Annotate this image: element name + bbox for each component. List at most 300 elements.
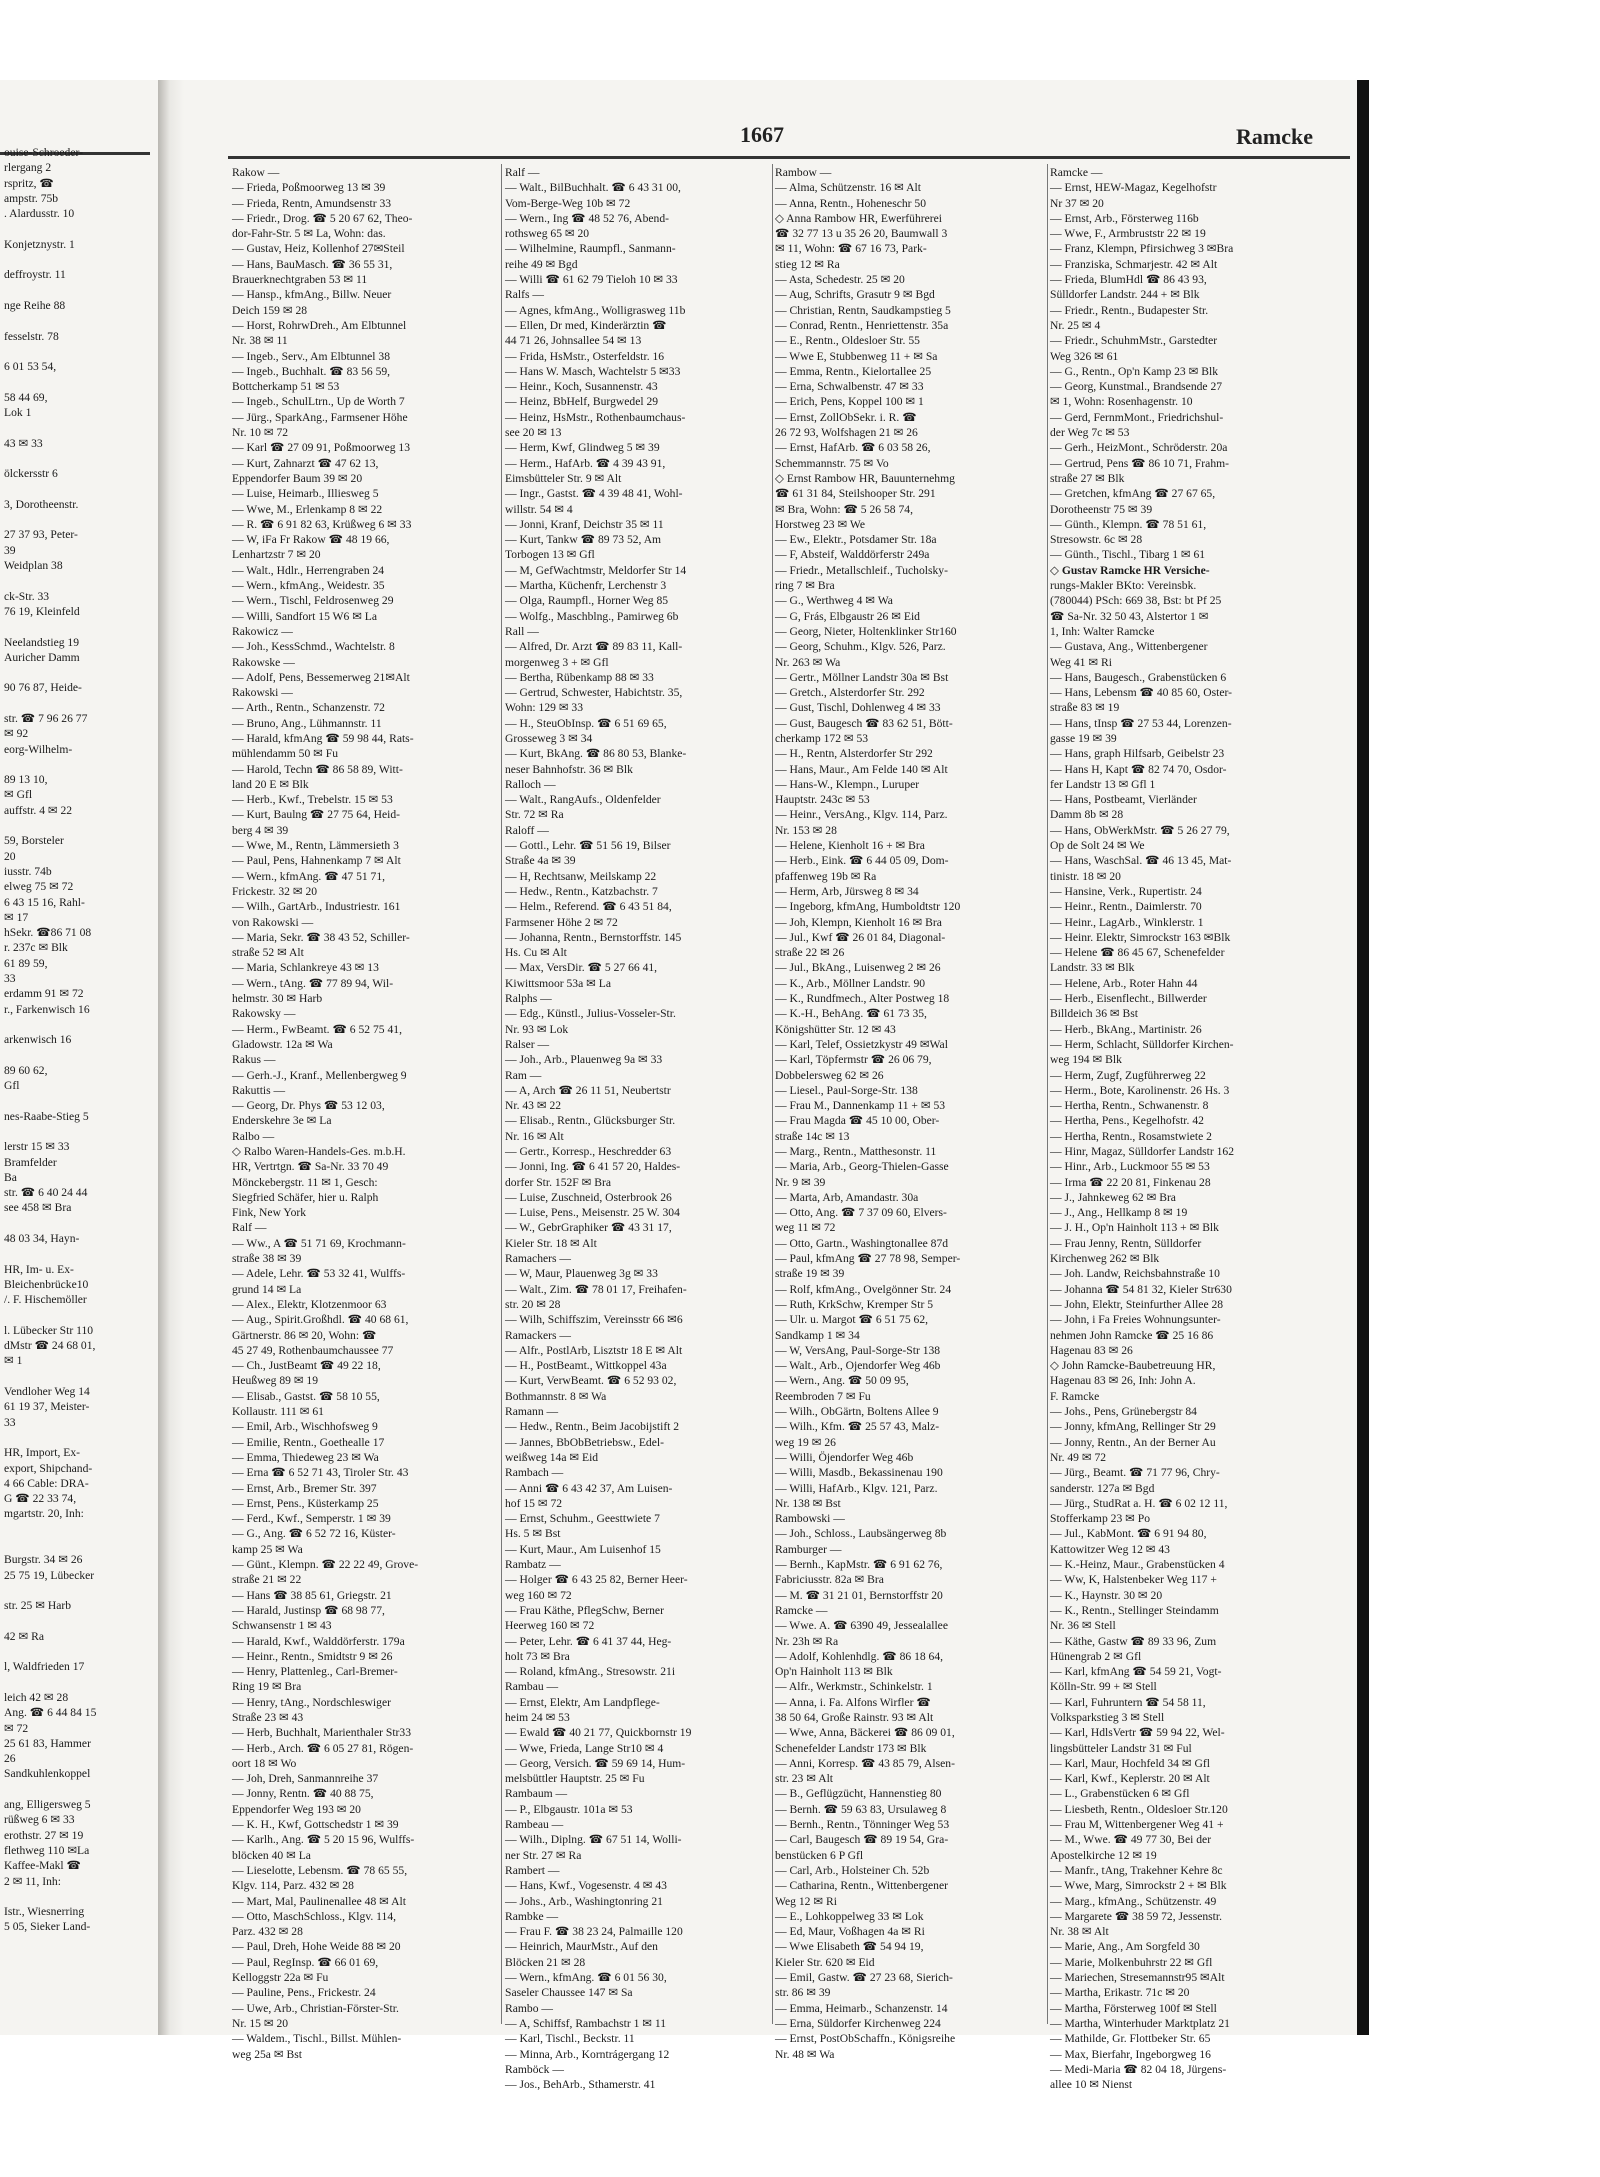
- directory-entry: — Wilhelmine, Raumpfl., Sanmann-: [505, 242, 676, 256]
- directory-entry: Kieler Str. 18 ✉ Alt: [505, 1236, 597, 1250]
- directory-entry: — Ellen, Dr med, Kinderärztin ☎: [505, 318, 667, 332]
- directory-entry: straße 19 ✉ 39: [775, 1267, 845, 1281]
- directory-entry: — Walt., Zim. ☎ 78 01 17, Freihafen-: [505, 1282, 687, 1296]
- directory-entry: Straße 4a ✉ 39: [505, 854, 576, 868]
- directory-entry: — Willi, Masdb., Bekassinenau 190: [775, 1466, 943, 1480]
- directory-entry: Vom-Berge-Weg 10b ✉ 72: [505, 196, 631, 210]
- left-page-line: Ba: [4, 1170, 17, 1184]
- directory-entry: — Bernh. ☎ 59 63 83, Ursulaweg 8: [775, 1802, 947, 1816]
- directory-entry: — Marg., Rentn., Matthesonstr. 11: [775, 1145, 937, 1158]
- directory-entry: — Joh, Dreh, Sanmannreihe 37: [232, 1772, 379, 1786]
- directory-entry: — Ingr., Gastst. ☎ 4 39 48 41, Wohl-: [505, 487, 683, 501]
- left-page-line: 59, Borsteler: [4, 834, 64, 848]
- directory-entry: — Ernst, HEW-Magaz, Kegelhofstr: [1050, 181, 1217, 195]
- directory-entry: — Helm., Referend. ☎ 6 43 51 84,: [505, 900, 672, 914]
- directory-entry: — Helene ☎ 86 45 67, Schenefelder: [1050, 946, 1225, 960]
- directory-entry: Weg 12 ✉ Ri: [775, 1894, 837, 1908]
- directory-entry: — Walt., Hdlr., Herrengraben 24: [232, 563, 385, 577]
- directory-entry: — Martha, Erikastr. 71c ✉ 20: [1050, 1986, 1190, 2000]
- directory-entry: — Hedw., Rentn., Katzbachstr. 7: [505, 884, 658, 898]
- directory-entry: — Carl, Baugesch ☎ 89 19 54, Gra-: [775, 1833, 949, 1847]
- left-page-line: [0, 665, 150, 680]
- directory-entry: — Maria, Sekr. ☎ 38 43 52, Schiller-: [232, 930, 410, 944]
- directory-entry: — Hinr., Arb., Luckmoor 55 ✉ 53: [1050, 1160, 1210, 1174]
- directory-entry: — H., SteuObInsp. ☎ 6 51 69 65,: [505, 716, 667, 730]
- directory-entry: — Hertha, Rentn., Schwanenstr. 8: [1050, 1099, 1209, 1113]
- directory-entry: — Elisab., Gastst. ☎ 58 10 55,: [232, 1389, 380, 1403]
- directory-entry: — Luise, Heimarb., Illiesweg 5: [232, 487, 379, 501]
- directory-entry: Rambowski —: [775, 1512, 845, 1526]
- left-page-line: arkenwisch 16: [4, 1033, 72, 1047]
- directory-entry: — Roland, kfmAng., Stresowstr. 21i: [505, 1665, 676, 1679]
- directory-entry: Nr. 36 ✉ Stell: [1050, 1619, 1116, 1633]
- directory-entry: — Erich, Pens, Koppel 100 ✉ 1: [775, 395, 924, 409]
- directory-entry: weg 19 ✉ 26: [775, 1435, 836, 1449]
- directory-entry: — Ernst, Pens., Küsterkamp 25: [232, 1496, 379, 1510]
- directory-entry: — Joh., Schloss., Laubsängerweg 8b: [775, 1527, 947, 1541]
- directory-entry: — Martha, Försterweg 100f ✉ Stell: [1050, 2001, 1217, 2015]
- directory-entry: — Jonni, Ing. ☎ 6 41 57 20, Haldes-: [505, 1160, 681, 1174]
- directory-entry: Ralfs —: [505, 288, 544, 302]
- directory-entry: weg 194 ✉ Blk: [1050, 1053, 1122, 1067]
- directory-entry: Ramböck —: [505, 2062, 564, 2076]
- directory-entry: — G, Frás, Elbgaustr 26 ✉ Eid: [775, 609, 920, 623]
- directory-entry: — M. ☎ 31 21 01, Bernstorffstr 20: [775, 1588, 943, 1602]
- directory-entry: — Henry, tAng., Nordschleswiger: [232, 1695, 391, 1709]
- directory-entry: — Gust, Baugesch ☎ 83 62 51, Bött-: [775, 716, 953, 730]
- directory-entry: — Günt., Klempn. ☎ 22 22 49, Grove-: [232, 1558, 419, 1572]
- directory-entry: ☎ 32 77 13 u 35 26 20, Baumwall 3: [775, 227, 948, 241]
- directory-entry: Heerweg 160 ✉ 72: [505, 1619, 595, 1633]
- left-page-line: Gfl: [4, 1079, 20, 1093]
- directory-entry: str. 20 ✉ 28: [505, 1297, 561, 1311]
- directory-entry: — Max, VersDir. ☎ 5 27 66 41,: [505, 961, 658, 975]
- directory-entry: — Holger ☎ 6 43 25 82, Berner Heer-: [505, 1573, 688, 1587]
- directory-entry: Ramcke —: [775, 1603, 828, 1617]
- directory-entry: — Pauline, Pens., Frickestr. 24: [232, 1986, 376, 2000]
- directory-entry: — Harald, Justinsp ☎ 68 98 77,: [232, 1603, 385, 1617]
- left-page-line: Ang. ☎ 6 44 84 15: [4, 1706, 97, 1720]
- directory-entry: — Gust, Tischl, Dohlenweg 4 ✉ 33: [775, 701, 941, 715]
- directory-entry: — Agnes, kfmAng., Wolligrasweg 11b: [505, 303, 686, 317]
- directory-entry: Rambke —: [505, 1909, 559, 1923]
- directory-entry: — John, i Fa Freies Wohnungsunter-: [1050, 1313, 1221, 1327]
- directory-entry: — Mathilde, Gr. Flottbeker Str. 65: [1050, 2032, 1211, 2046]
- directory-entry: — Maria, Schlankreye 43 ✉ 13: [232, 961, 379, 975]
- directory-entry: — Conrad, Rentn., Henriettenstr. 35a: [775, 318, 949, 332]
- directory-entry: — Emma, Heimarb., Schanzenstr. 14: [775, 2001, 948, 2015]
- directory-entry: — Hans, Postbeamt, Vierländer: [1050, 793, 1197, 807]
- directory-column-2: [505, 165, 770, 2092]
- directory-entry: Ralf —: [232, 1221, 267, 1235]
- left-page-line: G ☎ 22 33 74,: [4, 1492, 77, 1506]
- left-page-line: 90 76 87, Heide-: [4, 681, 82, 695]
- directory-entry: — Henry, Plattenleg., Carl-Bremer-: [232, 1665, 398, 1679]
- directory-entry: — Adolf, Pens, Bessemerweg 21✉Alt: [232, 670, 410, 684]
- directory-entry: — Max, Bierfahr, Ingeborgweg 16: [1050, 2047, 1211, 2061]
- directory-entry: — Georg, Versich. ☎ 59 69 14, Hum-: [505, 1756, 686, 1770]
- directory-entry: — Hans, Lebensm ☎ 40 85 60, Oster-: [1050, 686, 1232, 700]
- left-page-line: [0, 818, 150, 833]
- directory-entry: Kiwittsmoor 53a ✉ La: [505, 976, 611, 990]
- directory-entry: — Heinz, BbHelf, Burgwedel 29: [505, 395, 659, 409]
- directory-entry: — Jonny, Rentn. ☎ 40 88 75,: [232, 1787, 374, 1801]
- directory-entry: ☎ 61 31 84, Steilshooper Str. 291: [775, 487, 936, 501]
- directory-entry: — Karl, Telef, Ossietzkystr 49 ✉Wal: [775, 1037, 948, 1051]
- directory-entry: — Hans, BauMasch. ☎ 36 55 31,: [232, 257, 393, 271]
- directory-entry: — Käthe, Gastw ☎ 89 33 96, Zum: [1050, 1634, 1217, 1648]
- left-page-line: [0, 1782, 150, 1797]
- directory-entry: Rambatz —: [505, 1558, 561, 1572]
- left-page-line: [0, 757, 150, 772]
- directory-entry: — Erna ☎ 6 52 71 43, Tiroler Str. 43: [232, 1466, 409, 1480]
- left-page-line: Neelandstieg 19: [4, 635, 80, 649]
- directory-entry: — H., PostBeamt., Wittkoppel 43a: [505, 1359, 667, 1373]
- directory-entry: — Herb., Eink. ☎ 6 44 05 09, Dom-: [775, 854, 949, 868]
- left-page-line: [0, 1017, 150, 1032]
- directory-entry: — Harald, Kwf., Walddörferstr. 179a: [232, 1634, 405, 1648]
- column-divider: [501, 164, 502, 2024]
- directory-entry: — Alfred, Dr. Arzt ☎ 89 83 11, Kall-: [505, 640, 683, 654]
- directory-entry: Siegfried Schäfer, hier u. Ralph: [232, 1190, 379, 1204]
- left-page-line: Auricher Damm: [4, 650, 80, 664]
- directory-entry: Hünengrab 2 ✉ Gfl: [1050, 1649, 1142, 1663]
- directory-entry: — Asta, Schedestr. 25 ✉ 20: [775, 273, 905, 287]
- directory-entry: land 20 E ✉ Blk: [232, 777, 309, 791]
- directory-entry: — G., Rentn., Op'n Kamp 23 ✉ Blk: [1050, 364, 1218, 378]
- directory-entry: — Emma, Rentn., Kielortallee 25: [775, 364, 932, 378]
- directory-page: [0, 80, 1357, 2092]
- directory-entry: — Frieda, BlumHdl ☎ 86 43 93,: [1050, 273, 1207, 287]
- directory-entry: — Ingeb., Serv., Am Elbtunnel 38: [232, 349, 390, 363]
- directory-entry: — Wern., kfmAng., Weidestr. 35: [232, 579, 385, 593]
- directory-entry: — Franziska, Schmarjestr. 42 ✉ Alt: [1050, 257, 1218, 271]
- left-page-line: [0, 1583, 150, 1598]
- directory-entry: Rambert —: [505, 1863, 560, 1877]
- left-page-line: [0, 1614, 150, 1629]
- directory-entry: str. 86 ✉ 39: [775, 1986, 831, 2000]
- directory-entry: — Erna, Schwalbenstr. 47 ✉ 33: [775, 380, 924, 394]
- directory-entry: — Hertha, Rentn., Rosamstwiete 2: [1050, 1129, 1212, 1143]
- directory-entry: 45 27 49, Rothenbaumchaussee 77: [232, 1343, 394, 1357]
- directory-entry: rungs-Makler BKto: Vereinsbk.: [1050, 579, 1197, 593]
- directory-entry: Nr. 23h ✉ Ra: [775, 1634, 839, 1648]
- directory-entry: Billdeich 36 ✉ Bst: [1050, 1007, 1138, 1021]
- directory-entry: — W, iFa Fr Rakow ☎ 48 19 66,: [232, 533, 390, 547]
- directory-entry: — Kurt, Maur., Am Luisenhof 15: [505, 1542, 661, 1556]
- left-page-line: see 458 ✉ Bra: [4, 1201, 72, 1215]
- directory-entry: — Marie, Ang., Am Sorgfeld 30: [1050, 1940, 1200, 1954]
- directory-entry: — Karl, Tischl., Beckstr. 11: [505, 2032, 635, 2046]
- directory-entry: Ramachers —: [505, 1252, 571, 1266]
- directory-entry: — Ww, K, Halstenbeker Weg 117 +: [1050, 1573, 1217, 1587]
- left-page-line: 33: [4, 972, 16, 986]
- left-page-line: 5 05, Sieker Land-: [4, 1920, 91, 1934]
- directory-entry: pfaffenweg 19b ✉ Ra: [775, 869, 877, 883]
- directory-entry: Nr. 49 ✉ 72: [1050, 1450, 1107, 1464]
- directory-entry: — Manfr., tAng, Trakehner Kehre 8c: [1050, 1863, 1223, 1877]
- left-page-line: Sandkuhlenkoppel: [4, 1767, 91, 1781]
- directory-entry: Rakow —: [232, 166, 280, 179]
- directory-entry: Nr. 138 ✉ Bst: [775, 1496, 841, 1510]
- directory-entry: Op'n Hainholt 113 ✉ Blk: [775, 1665, 893, 1679]
- directory-entry: — Hans, graph Hilfsarb, Geibelstr 23: [1050, 747, 1225, 761]
- directory-entry: — Jonny, Rentn., An der Berner Au: [1050, 1435, 1216, 1449]
- directory-entry: — K., Rundfmech., Alter Postweg 18: [775, 992, 950, 1006]
- directory-entry: — Gretchen, kfmAng ☎ 27 67 65,: [1050, 487, 1216, 501]
- left-page-line: [0, 1675, 150, 1690]
- directory-entry: Nr. 25 ✉ 4: [1050, 318, 1101, 332]
- directory-entry: Eppendorfer Baum 39 ✉ 20: [232, 471, 363, 485]
- directory-entry: Ramburger —: [775, 1542, 842, 1556]
- header-rule: [228, 156, 1350, 159]
- directory-entry: Torbogen 13 ✉ Gfl: [505, 548, 595, 562]
- left-page-line: export, Shipchand-: [4, 1461, 93, 1475]
- directory-entry: — Ingeb., SchulLtrn., Up de Worth 7: [232, 395, 405, 409]
- directory-entry: — Adele, Lehr. ☎ 53 32 41, Wulffs-: [232, 1267, 406, 1281]
- directory-entry: — Ewald ☎ 40 21 77, Quickbornstr 19: [505, 1726, 692, 1740]
- directory-entry: — Karl ☎ 27 09 91, Poßmoorweg 13: [232, 441, 411, 455]
- directory-entry: — Rolf, kfmAng., Ovelgönner Str. 24: [775, 1282, 952, 1296]
- directory-entry: — Karl, HdlsVertr ☎ 59 94 22, Wel-: [1050, 1726, 1225, 1740]
- directory-entry: Ralloch —: [505, 777, 556, 791]
- directory-entry: — W., GebrGraphiker ☎ 43 31 17,: [505, 1221, 672, 1235]
- directory-entry: Ralser —: [505, 1037, 550, 1051]
- directory-entry: fer Landstr 13 ✉ Gfl 1: [1050, 777, 1156, 791]
- directory-entry: — H, Rechtsanw, Meilskamp 22: [505, 869, 657, 883]
- left-page-line: nes-Raabe-Stieg 5: [4, 1109, 89, 1123]
- directory-entry: — Gertrud, Pens ☎ 86 10 71, Frahm-: [1050, 456, 1229, 470]
- directory-entry: Lenhartzstr 7 ✉ 20: [232, 548, 321, 562]
- directory-entry: — Ernst, Elektr, Am Landpflege-: [505, 1695, 660, 1709]
- left-page-line: 43 ✉ 33: [4, 436, 43, 450]
- directory-entry: — Frau Magda ☎ 45 10 00, Ober-: [775, 1114, 940, 1128]
- directory-entry: — Harald, kfmAng ☎ 59 98 44, Rats-: [232, 731, 414, 745]
- directory-entry: — Gertrud, Schwester, Habichtstr. 35,: [505, 686, 683, 700]
- directory-entry: — Georg, Schuhm., Klgv. 526, Parz.: [775, 640, 946, 654]
- directory-entry: — Georg, Kunstmal., Brandsende 27: [1050, 380, 1223, 394]
- directory-entry: — Johs., Pens, Grünebergstr 84: [1050, 1405, 1197, 1419]
- directory-entry: — Peter, Lehr. ☎ 6 41 37 44, Heg-: [505, 1634, 672, 1648]
- directory-entry: Eimsbütteler Str. 9 ✉ Alt: [505, 471, 622, 485]
- directory-entry: ✉ Bra, Wohn: ☎ 5 26 58 74,: [775, 502, 913, 516]
- left-page-line: 6 43 15 16, Rahl-: [4, 895, 85, 909]
- directory-entry: — Luise, Pens., Meisenstr. 25 W. 304: [505, 1206, 680, 1220]
- directory-entry: weg 11 ✉ 72: [775, 1221, 836, 1235]
- directory-entry: — Wern., Tischl, Feldrosenweg 29: [232, 594, 394, 608]
- directory-entry: Blöcken 21 ✉ 28: [505, 1955, 586, 1969]
- directory-entry: Kölln-Str. 99 + ✉ Stell: [1050, 1680, 1157, 1694]
- directory-entry: ◇ Gustav Ramcke HR Versiche-: [1050, 563, 1210, 577]
- directory-entry: — Gerh., HeizMont., Schröderstr. 20a: [1050, 441, 1228, 455]
- running-head: Ramcke: [1236, 124, 1313, 149]
- directory-entry: Nr. 43 ✉ 22: [505, 1099, 562, 1113]
- directory-entry: — Anni, Korresp. ☎ 43 85 79, Alsen-: [775, 1756, 955, 1770]
- left-page-line: r., Farkenwisch 16: [4, 1002, 90, 1016]
- directory-entry: — Horst, RohrwDreh., Am Elbtunnel: [232, 318, 407, 332]
- directory-entry: Rambow —: [775, 166, 832, 179]
- directory-entry: Rambau —: [505, 1680, 559, 1694]
- directory-entry: straße 27 ✉ Blk: [1050, 471, 1125, 485]
- directory-entry: Ramcke —: [1050, 166, 1103, 179]
- column-divider: [772, 164, 773, 2024]
- directory-entry: — Kurt, BkAng. ☎ 86 80 53, Blanke-: [505, 747, 687, 761]
- directory-entry: — Frieda, Poßmoorweg 13 ✉ 39: [232, 181, 386, 195]
- directory-entry: — M, GefWachtmstr, Meldorfer Str 14: [505, 563, 687, 577]
- left-page-line: [0, 283, 150, 298]
- directory-entry: — Waldem., Tischl., Billst. Mühlen-: [232, 2032, 402, 2046]
- left-page-line: [0, 1644, 150, 1659]
- directory-entry: — Frau M, Wittenbergener Weg 41 +: [1050, 1818, 1224, 1832]
- directory-entry: Nr. 10 ✉ 72: [232, 426, 289, 440]
- left-page-line: [0, 1369, 150, 1384]
- directory-entry: — Joh, Klempn, Kienholt 16 ✉ Bra: [775, 915, 942, 929]
- directory-entry: — Wwe E, Stubbenweg 11 + ✉ Sa: [775, 349, 938, 363]
- left-page-line: HR, Import, Ex-: [4, 1446, 80, 1460]
- directory-entry: — Wilh., GartArb., Industriestr. 161: [232, 900, 401, 914]
- left-page-line: Bleichenbrücke10: [4, 1277, 89, 1291]
- directory-entry: — Hinr, Magaz, Sülldorfer Landstr 162: [1050, 1145, 1235, 1158]
- directory-entry: heim 24 ✉ 53: [505, 1710, 570, 1724]
- left-page-line: ang, Elligersweg 5: [4, 1798, 91, 1812]
- directory-entry: — E., Rentn., Oldesloer Str. 55: [775, 334, 920, 348]
- directory-entry: — Willi, HafArb., Klgv. 121, Parz.: [775, 1481, 938, 1495]
- directory-entry: — Hansp., kfmAng., Billw. Neuer: [232, 288, 392, 302]
- directory-entry: — Helene, Arb., Roter Hahn 44: [1050, 976, 1198, 990]
- directory-entry: — Herm, Zugf, Zugführerweg 22: [1050, 1068, 1206, 1082]
- directory-entry: Kelloggstr 22a ✉ Fu: [232, 1971, 329, 1985]
- directory-entry: — Frau Käthe, PflegSchw, Berner: [505, 1603, 664, 1617]
- directory-entry: Frickestr. 32 ✉ 20: [232, 884, 318, 898]
- directory-entry: weg 25a ✉ Bst: [232, 2047, 302, 2061]
- directory-entry: gasse 19 ✉ 39: [1050, 731, 1117, 745]
- directory-entry: — Heinrich, MaurMstr., Auf den: [505, 1940, 658, 1954]
- directory-entry: — J., Jahnkeweg 62 ✉ Bra: [1050, 1190, 1176, 1204]
- directory-entry: dorfer Str. 152F ✉ Bra: [505, 1175, 611, 1189]
- directory-entry: — Jul., KabMont. ☎ 6 91 94 80,: [1050, 1527, 1207, 1541]
- directory-entry: — Karl, Kwf., Keplerstr. 20 ✉ Alt: [1050, 1772, 1210, 1786]
- directory-entry: — Marie, Molkenbuhrstr 22 ✉ Gfl: [1050, 1955, 1213, 1969]
- left-page-line: ck-Str. 33: [4, 589, 50, 603]
- directory-entry: — Anna, Rentn., Hoheneschr 50: [775, 196, 927, 210]
- directory-entry: — Medi-Maria ☎ 82 04 18, Jürgens-: [1050, 2062, 1227, 2076]
- scan-margin: [1357, 0, 1600, 2177]
- directory-entry: ◇ Ernst Rambow HR, Bauunternehmg: [775, 471, 955, 485]
- directory-entry: Rambeau —: [505, 1818, 564, 1832]
- directory-entry: reihe 49 ✉ Bgd: [505, 257, 578, 271]
- left-page-line: [0, 1216, 150, 1231]
- left-page-line: [0, 1048, 150, 1063]
- directory-entry: Dobbelersweg 62 ✉ 26: [775, 1068, 884, 1082]
- directory-entry: — Hans, Baugesch., Grabenstücken 6: [1050, 670, 1227, 684]
- directory-entry: — Johanna, Rentn., Bernstorffstr. 145: [505, 930, 682, 944]
- left-page-line: 4 66 Cable: DRA-: [4, 1476, 89, 1490]
- directory-entry: Kattowitzer Weg 12 ✉ 43: [1050, 1542, 1170, 1556]
- directory-entry: — Alma, Schützenstr. 16 ✉ Alt: [775, 181, 921, 195]
- directory-entry: — Herb, Buchhalt, Marienthaler Str33: [232, 1726, 412, 1740]
- directory-entry: — Walt., RangAufs., Oldenfelder: [505, 793, 661, 807]
- left-page-line: 58 44 69,: [4, 390, 48, 404]
- directory-entry: — Anni ☎ 6 43 42 37, Am Luisen-: [505, 1481, 673, 1495]
- directory-entry: — Bernh., KapMstr. ☎ 6 91 62 76,: [775, 1558, 943, 1572]
- directory-entry: — Gretch., Alsterdorfer Str. 292: [775, 686, 925, 700]
- left-page-line: eorg-Wilhelm-: [4, 742, 73, 756]
- directory-entry: Rambo —: [505, 2001, 553, 2015]
- directory-entry: — Wern., Ing ☎ 48 52 76, Abend-: [505, 211, 669, 225]
- directory-entry: Op de Solt 24 ✉ We: [1050, 839, 1145, 853]
- directory-entry: — Hans H, Kapt ☎ 82 74 70, Osdor-: [1050, 762, 1227, 776]
- directory-entry: Nr. 38 ✉ 11: [232, 334, 288, 348]
- directory-column-4: [1050, 165, 1350, 2092]
- directory-entry: — Friedr., SchuhmMstr., Garstedter: [1050, 334, 1218, 348]
- directory-entry: — Franz, Klempn, Pfirsichweg 3 ✉Bra: [1050, 242, 1234, 256]
- directory-entry: Reembroden 7 ✉ Fu: [775, 1389, 871, 1403]
- directory-entry: — M., Wwe. ☎ 49 77 30, Bei der: [1050, 1833, 1212, 1847]
- left-page-line: dMstr ☎ 24 68 01,: [4, 1339, 96, 1353]
- directory-entry: — Heinr. Elektr, Simrockstr 163 ✉Blk: [1050, 930, 1231, 944]
- directory-entry: straße 21 ✉ 22: [232, 1573, 302, 1587]
- directory-entry: — Hans, WaschSal. ☎ 46 13 45, Mat-: [1050, 854, 1232, 868]
- directory-entry: ◇ Ralbo Waren-Handels-Ges. m.b.H.: [232, 1145, 406, 1158]
- directory-entry: — Gustava, Ang., Wittenbergener: [1050, 640, 1208, 654]
- directory-entry: Nr. 48 ✉ Wa: [775, 2047, 835, 2061]
- directory-entry: Straße 23 ✉ 43: [232, 1710, 304, 1724]
- left-page-line: fesselstr. 78: [4, 329, 59, 343]
- directory-entry: — Wolfg., Maschblng., Pamirweg 6b: [505, 609, 679, 623]
- directory-entry: weg 160 ✉ 72: [505, 1588, 572, 1602]
- directory-entry: Nr. 153 ✉ 28: [775, 823, 837, 837]
- directory-entry: — Hedw., Rentn., Beim Jacobijstift 2: [505, 1420, 680, 1434]
- directory-entry: — John, Elektr, Steinfurther Allee 28: [1050, 1297, 1224, 1311]
- directory-entry: cherkamp 172 ✉ 53: [775, 731, 869, 745]
- directory-entry: — Hans, tInsp ☎ 27 53 44, Lorenzen-: [1050, 716, 1232, 730]
- directory-entry: stieg 12 ✉ Ra: [775, 257, 840, 271]
- left-page-column: [0, 145, 150, 2005]
- directory-entry: benstücken 6 P Gfl: [775, 1848, 864, 1862]
- directory-entry: — Herm., HafArb. ☎ 4 39 43 91,: [505, 456, 666, 470]
- directory-entry: — Willi, Sandfort 15 W6 ✉ La: [232, 609, 378, 623]
- directory-entry: — Ruth, KrkSchw, Kremper Str 5: [775, 1297, 933, 1311]
- directory-entry: — B., Geflügzücht, Hannenstieg 80: [775, 1787, 942, 1801]
- scan-edge: [1357, 80, 1369, 2035]
- directory-entry: — Georg, Dr. Phys ☎ 53 12 03,: [232, 1099, 385, 1113]
- directory-entry: Ramann —: [505, 1405, 559, 1419]
- left-page-line: [0, 1522, 150, 1537]
- page-number: 1667: [740, 122, 784, 147]
- directory-entry: Ralphs —: [505, 992, 552, 1006]
- directory-entry: — Wilh., Diplng. ☎ 67 51 14, Wolli-: [505, 1833, 682, 1847]
- left-page-line: [0, 1889, 150, 1904]
- directory-entry: Mönckebergstr. 11 ✉ 1, Gesch:: [232, 1175, 378, 1189]
- directory-entry: lingsbütteler Landstr 31 ✉ Ful: [1050, 1741, 1192, 1755]
- directory-entry: — Olga, Raumpfl., Horner Weg 85: [505, 594, 669, 608]
- directory-entry: — Wilh., Kfm. ☎ 25 57 43, Malz-: [775, 1420, 940, 1434]
- directory-entry: — Bertha, Rübenkamp 88 ✉ 33: [505, 670, 654, 684]
- directory-entry: Sandkamp 1 ✉ 34: [775, 1328, 860, 1342]
- directory-entry: Gladowstr. 12a ✉ Wa: [232, 1037, 333, 1051]
- directory-entry: — Johs., Arb., Washingtonring 21: [505, 1894, 663, 1908]
- directory-entry: Fink, New York: [232, 1206, 307, 1220]
- directory-entry: — Herm., Bote, Karolinenstr. 26 Hs. 3: [1050, 1083, 1230, 1097]
- left-page-line: rüßweg 6 ✉ 33: [4, 1813, 75, 1827]
- directory-entry: — Ernst, Arb., Försterweg 116b: [1050, 211, 1199, 225]
- directory-entry: Volksparkstieg 3 ✉ Stell: [1050, 1710, 1165, 1724]
- directory-entry: 38 50 64, Große Rainstr. 93 ✉ Alt: [775, 1710, 934, 1724]
- left-page-line: [0, 252, 150, 267]
- directory-entry: sanderstr. 127a ✉ Bgd: [1050, 1481, 1155, 1495]
- directory-entry: — Wwe. A. ☎ 6390 49, Jessealallee: [775, 1619, 948, 1633]
- left-page-line: deffroystr. 11: [4, 268, 66, 282]
